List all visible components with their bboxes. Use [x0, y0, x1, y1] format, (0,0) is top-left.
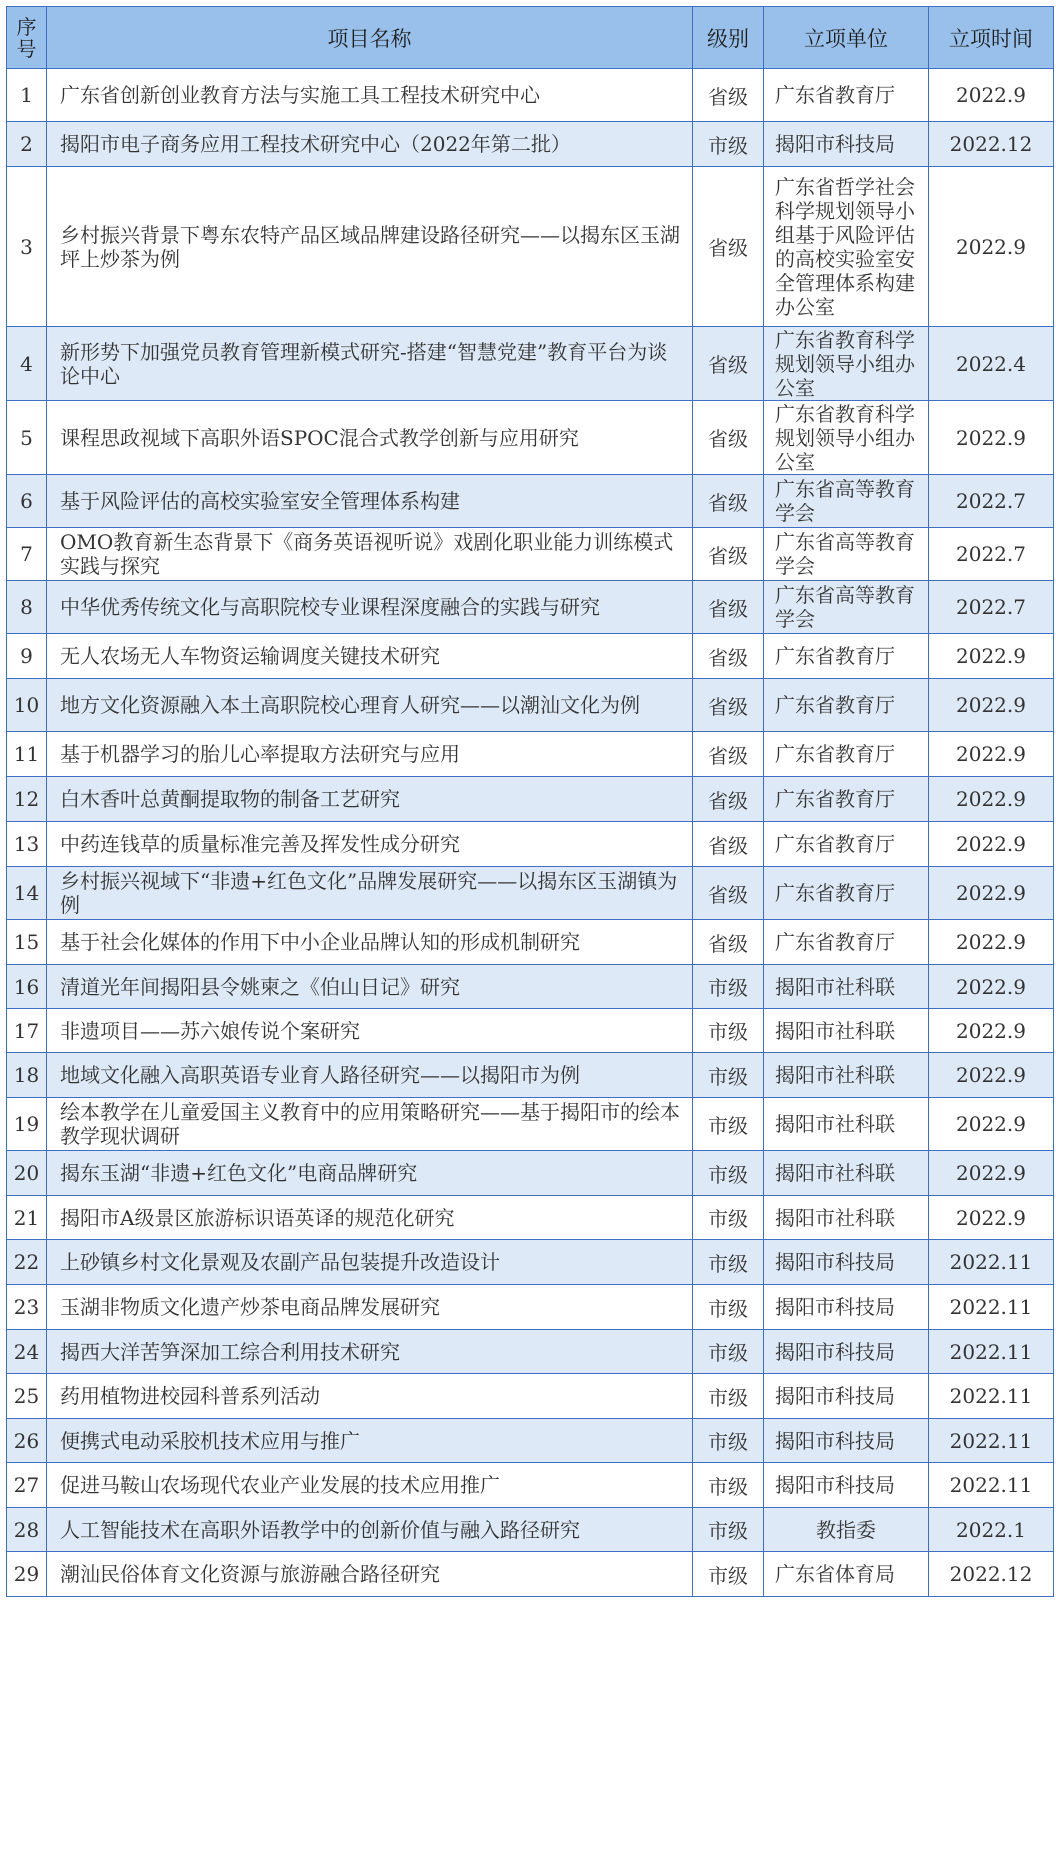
cell-num: 4: [7, 327, 47, 401]
table-row: [7, 867, 1054, 920]
table-row: [7, 1151, 1054, 1196]
cell-unit: 揭阳市社科联: [764, 1151, 929, 1196]
cell-project-name: 清道光年间揭阳县令姚柬之《伯山日记》研究: [47, 965, 693, 1009]
cell-project-name: 乡村振兴视域下“非遗+红色文化”品牌发展研究——以揭东区玉湖镇为例: [47, 867, 693, 920]
table-row: [7, 1374, 1054, 1419]
table-row: [7, 1285, 1054, 1330]
cell-level: 省级: [693, 920, 764, 965]
cell-project-name: 人工智能技术在高职外语教学中的创新价值与融入路径研究: [47, 1508, 693, 1552]
cell-num: 26: [7, 1419, 47, 1463]
cell-date: 2022.9: [929, 867, 1054, 920]
cell-date: 2022.9: [929, 920, 1054, 965]
cell-num: 23: [7, 1285, 47, 1330]
cell-num: 19: [7, 1098, 47, 1151]
table-row: [7, 1053, 1054, 1098]
cell-project-name: 地域文化融入高职英语专业育人路径研究——以揭阳市为例: [47, 1053, 693, 1098]
table-row: [7, 528, 1054, 581]
cell-unit: 揭阳市科技局: [764, 1463, 929, 1508]
cell-unit: 广东省高等教育学会: [764, 528, 929, 581]
cell-project-name: 课程思政视域下高职外语SPOC混合式教学创新与应用研究: [47, 401, 693, 475]
table-row: [7, 1552, 1054, 1597]
cell-unit: 揭阳市社科联: [764, 1053, 929, 1098]
projects-table: [6, 6, 1054, 1597]
cell-level: 市级: [693, 1151, 764, 1196]
cell-unit: 广东省高等教育学会: [764, 581, 929, 634]
table-row: [7, 1463, 1054, 1508]
cell-num: 20: [7, 1151, 47, 1196]
cell-date: 2022.11: [929, 1374, 1054, 1419]
cell-level: 省级: [693, 822, 764, 867]
cell-date: 2022.9: [929, 401, 1054, 475]
cell-project-name: 促进马鞍山农场现代农业产业发展的技术应用推广: [47, 1463, 693, 1508]
cell-date: 2022.9: [929, 732, 1054, 777]
cell-num: 9: [7, 634, 47, 679]
cell-date: 2022.9: [929, 69, 1054, 122]
header-unit: 立项单位: [764, 7, 929, 69]
cell-level: 市级: [693, 1196, 764, 1240]
table-row: [7, 1419, 1054, 1463]
cell-level: 市级: [693, 1285, 764, 1330]
cell-date: 2022.12: [929, 1552, 1054, 1597]
cell-unit: 广东省哲学社会科学规划领导小组基于风险评估的高校实验室安全管理体系构建办公室: [764, 167, 929, 327]
cell-level: 市级: [693, 1053, 764, 1098]
cell-date: 2022.9: [929, 822, 1054, 867]
cell-level: 市级: [693, 1240, 764, 1285]
cell-project-name: 玉湖非物质文化遗产炒茶电商品牌发展研究: [47, 1285, 693, 1330]
cell-unit: 广东省教育科学规划领导小组办公室: [764, 327, 929, 401]
cell-project-name: 揭阳市A级景区旅游标识语英译的规范化研究: [47, 1196, 693, 1240]
cell-date: 2022.9: [929, 679, 1054, 732]
table-row: [7, 1009, 1054, 1053]
table-row: [7, 327, 1054, 401]
cell-date: 2022.9: [929, 634, 1054, 679]
cell-date: 2022.9: [929, 1151, 1054, 1196]
cell-num: 6: [7, 475, 47, 528]
header-num: 序号: [7, 7, 47, 69]
cell-unit: 揭阳市科技局: [764, 1285, 929, 1330]
cell-num: 15: [7, 920, 47, 965]
table-row: [7, 1240, 1054, 1285]
cell-level: 市级: [693, 1508, 764, 1552]
table-row: [7, 920, 1054, 965]
cell-project-name: 潮汕民俗体育文化资源与旅游融合路径研究: [47, 1552, 693, 1597]
cell-project-name: 地方文化资源融入本土高职院校心理育人研究——以潮汕文化为例: [47, 679, 693, 732]
cell-num: 28: [7, 1508, 47, 1552]
cell-date: 2022.11: [929, 1419, 1054, 1463]
cell-num: 25: [7, 1374, 47, 1419]
cell-unit: 广东省教育厅: [764, 69, 929, 122]
cell-level: 省级: [693, 679, 764, 732]
table-row: [7, 475, 1054, 528]
cell-project-name: 药用植物进校园科普系列活动: [47, 1374, 693, 1419]
cell-level: 市级: [693, 965, 764, 1009]
cell-level: 省级: [693, 167, 764, 327]
cell-unit: 揭阳市社科联: [764, 1098, 929, 1151]
cell-unit: 广东省教育科学规划领导小组办公室: [764, 401, 929, 475]
table-body: [7, 69, 1054, 1597]
cell-level: 市级: [693, 1098, 764, 1151]
cell-level: 省级: [693, 327, 764, 401]
cell-level: 省级: [693, 732, 764, 777]
cell-unit: 广东省教育厅: [764, 777, 929, 822]
cell-unit: 广东省教育厅: [764, 822, 929, 867]
cell-unit: 广东省教育厅: [764, 732, 929, 777]
cell-level: 省级: [693, 867, 764, 920]
table-row: [7, 581, 1054, 634]
cell-num: 11: [7, 732, 47, 777]
cell-level: 市级: [693, 1009, 764, 1053]
table-row: [7, 122, 1054, 167]
cell-num: 10: [7, 679, 47, 732]
cell-unit: 揭阳市科技局: [764, 1240, 929, 1285]
cell-num: 12: [7, 777, 47, 822]
header-name: 项目名称: [47, 7, 693, 69]
cell-date: 2022.1: [929, 1508, 1054, 1552]
cell-date: 2022.11: [929, 1285, 1054, 1330]
table-row: [7, 965, 1054, 1009]
cell-num: 5: [7, 401, 47, 475]
cell-num: 16: [7, 965, 47, 1009]
cell-date: 2022.9: [929, 1098, 1054, 1151]
table-row: [7, 732, 1054, 777]
cell-project-name: 中华优秀传统文化与高职院校专业课程深度融合的实践与研究: [47, 581, 693, 634]
cell-num: 27: [7, 1463, 47, 1508]
cell-unit: 广东省教育厅: [764, 867, 929, 920]
cell-date: 2022.9: [929, 1196, 1054, 1240]
cell-date: 2022.7: [929, 581, 1054, 634]
cell-num: 13: [7, 822, 47, 867]
cell-unit: 广东省教育厅: [764, 634, 929, 679]
table-row: [7, 679, 1054, 732]
cell-level: 市级: [693, 1419, 764, 1463]
cell-unit: 揭阳市社科联: [764, 1196, 929, 1240]
cell-num: 14: [7, 867, 47, 920]
cell-num: 24: [7, 1330, 47, 1374]
table-row: [7, 634, 1054, 679]
cell-date: 2022.9: [929, 965, 1054, 1009]
table-row: [7, 1196, 1054, 1240]
cell-level: 省级: [693, 528, 764, 581]
cell-num: 8: [7, 581, 47, 634]
cell-level: 市级: [693, 1330, 764, 1374]
table-row: [7, 69, 1054, 122]
cell-unit: 揭阳市科技局: [764, 1374, 929, 1419]
cell-unit: 广东省高等教育学会: [764, 475, 929, 528]
cell-project-name: 新形势下加强党员教育管理新模式研究-搭建“智慧党建”教育平台为谈论中心: [47, 327, 693, 401]
cell-date: 2022.9: [929, 777, 1054, 822]
cell-project-name: 乡村振兴背景下粤东农特产品区域品牌建设路径研究——以揭东区玉湖坪上炒茶为例: [47, 167, 693, 327]
table-row: [7, 1098, 1054, 1151]
cell-level: 市级: [693, 1374, 764, 1419]
cell-num: 2: [7, 122, 47, 167]
cell-level: 市级: [693, 122, 764, 167]
cell-unit: 广东省教育厅: [764, 920, 929, 965]
cell-num: 1: [7, 69, 47, 122]
cell-date: 2022.11: [929, 1330, 1054, 1374]
cell-project-name: 绘本教学在儿童爱国主义教育中的应用策略研究——基于揭阳市的绘本教学现状调研: [47, 1098, 693, 1151]
cell-level: 省级: [693, 634, 764, 679]
cell-unit: 揭阳市科技局: [764, 122, 929, 167]
table-row: [7, 1330, 1054, 1374]
cell-unit: 揭阳市科技局: [764, 1419, 929, 1463]
cell-project-name: 中药连钱草的质量标准完善及挥发性成分研究: [47, 822, 693, 867]
cell-level: 省级: [693, 401, 764, 475]
cell-project-name: 揭阳市电子商务应用工程技术研究中心（2022年第二批）: [47, 122, 693, 167]
header-row: [7, 7, 1054, 69]
cell-level: 省级: [693, 581, 764, 634]
cell-level: 市级: [693, 1463, 764, 1508]
cell-level: 省级: [693, 475, 764, 528]
table-row: [7, 401, 1054, 475]
cell-project-name: 基于机器学习的胎儿心率提取方法研究与应用: [47, 732, 693, 777]
cell-project-name: 基于社会化媒体的作用下中小企业品牌认知的形成机制研究: [47, 920, 693, 965]
cell-level: 市级: [693, 1552, 764, 1597]
cell-date: 2022.4: [929, 327, 1054, 401]
cell-date: 2022.9: [929, 1009, 1054, 1053]
table-row: [7, 822, 1054, 867]
cell-level: 省级: [693, 777, 764, 822]
header-date: 立项时间: [929, 7, 1054, 69]
cell-project-name: 揭西大洋苦笋深加工综合利用技术研究: [47, 1330, 693, 1374]
table-row: [7, 1508, 1054, 1552]
cell-date: 2022.9: [929, 167, 1054, 327]
header-level: 级别: [693, 7, 764, 69]
cell-date: 2022.9: [929, 1053, 1054, 1098]
cell-date: 2022.7: [929, 475, 1054, 528]
cell-num: 3: [7, 167, 47, 327]
cell-unit: 揭阳市社科联: [764, 965, 929, 1009]
cell-num: 21: [7, 1196, 47, 1240]
cell-unit: 广东省教育厅: [764, 679, 929, 732]
cell-project-name: 便携式电动采胶机技术应用与推广: [47, 1419, 693, 1463]
cell-level: 省级: [693, 69, 764, 122]
table-row: [7, 167, 1054, 327]
cell-date: 2022.11: [929, 1240, 1054, 1285]
cell-project-name: 非遗项目——苏六娘传说个案研究: [47, 1009, 693, 1053]
cell-unit: 广东省体育局: [764, 1552, 929, 1597]
cell-num: 22: [7, 1240, 47, 1285]
table-row: [7, 777, 1054, 822]
cell-unit: 揭阳市科技局: [764, 1330, 929, 1374]
cell-project-name: 广东省创新创业教育方法与实施工具工程技术研究中心: [47, 69, 693, 122]
cell-unit: 教指委: [764, 1508, 929, 1552]
cell-unit: 揭阳市社科联: [764, 1009, 929, 1053]
cell-project-name: 揭东玉湖“非遗+红色文化”电商品牌研究: [47, 1151, 693, 1196]
cell-num: 7: [7, 528, 47, 581]
cell-num: 18: [7, 1053, 47, 1098]
cell-date: 2022.7: [929, 528, 1054, 581]
cell-project-name: 白木香叶总黄酮提取物的制备工艺研究: [47, 777, 693, 822]
cell-date: 2022.12: [929, 122, 1054, 167]
cell-num: 29: [7, 1552, 47, 1597]
cell-num: 17: [7, 1009, 47, 1053]
cell-project-name: OMO教育新生态背景下《商务英语视听说》戏剧化职业能力训练模式实践与探究: [47, 528, 693, 581]
cell-project-name: 基于风险评估的高校实验室安全管理体系构建: [47, 475, 693, 528]
cell-project-name: 无人农场无人车物资运输调度关键技术研究: [47, 634, 693, 679]
cell-date: 2022.11: [929, 1463, 1054, 1508]
cell-project-name: 上砂镇乡村文化景观及农副产品包装提升改造设计: [47, 1240, 693, 1285]
